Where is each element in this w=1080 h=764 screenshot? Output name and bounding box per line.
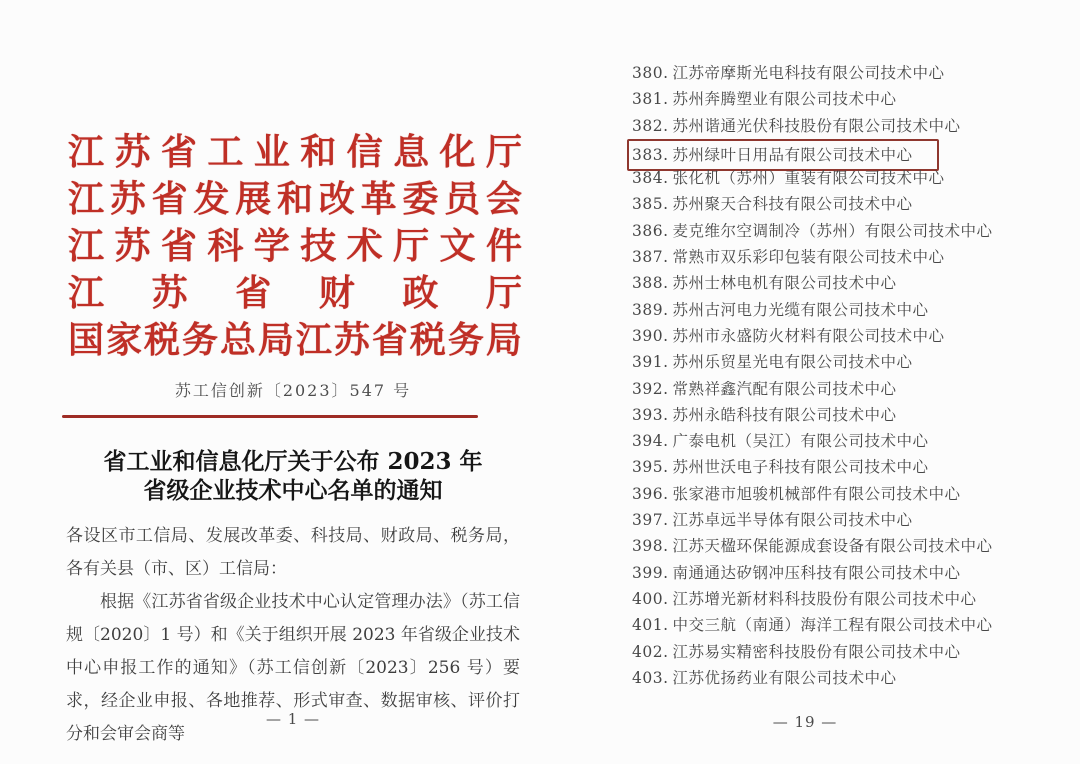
issuing-agencies-header bbox=[60, 126, 526, 361]
list-item-number: 380. bbox=[632, 64, 669, 82]
tech-center-list-item bbox=[632, 349, 1062, 375]
list-item-text bbox=[632, 533, 993, 559]
agency-header-char: 息 bbox=[393, 131, 430, 173]
list-item-number: 396. bbox=[632, 484, 669, 503]
list-item-number: 382. bbox=[632, 116, 669, 135]
agency-header-char: 江 bbox=[68, 272, 105, 314]
agency-header-char: 发 bbox=[193, 178, 230, 220]
list-item-company-name: 南通通达矽钢冲压科技有限公司技术中心 bbox=[672, 563, 961, 582]
list-item-text bbox=[632, 639, 961, 665]
list-item-company-name: 苏州乐贸星光电有限公司技术中心 bbox=[672, 353, 913, 372]
agency-header-char: 省 bbox=[160, 131, 197, 173]
list-item-text bbox=[632, 586, 977, 612]
list-item-text bbox=[632, 60, 945, 86]
list-item-number: 387. bbox=[632, 248, 669, 267]
agency-header-char: 国 bbox=[68, 319, 105, 361]
list-item-company-name: 江苏优扬药业有限公司技术中心 bbox=[672, 668, 897, 687]
tech-center-list-item bbox=[632, 639, 1062, 665]
tech-center-list-item bbox=[632, 665, 1062, 691]
agency-header-char: 改 bbox=[318, 178, 355, 220]
tech-center-list-item bbox=[632, 481, 1062, 507]
list-item-text bbox=[632, 297, 929, 323]
agency-header-char: 业 bbox=[253, 131, 290, 173]
document-title bbox=[60, 447, 526, 505]
list-item-text bbox=[632, 270, 897, 296]
agency-header-line bbox=[68, 220, 522, 267]
tech-center-list-item bbox=[632, 86, 1062, 112]
tech-center-list-item bbox=[632, 165, 1062, 191]
tech-center-list-item bbox=[632, 533, 1062, 559]
red-divider-line bbox=[62, 415, 478, 418]
agency-header-char: 税 bbox=[409, 319, 446, 361]
title-line-2: 省级企业技术中心名单的通知 bbox=[143, 477, 443, 504]
agency-header-char: 局 bbox=[485, 319, 522, 361]
list-item-company-name: 江苏帝摩斯光电科技有限公司技术中心 bbox=[672, 64, 945, 82]
right-page bbox=[632, 0, 1062, 764]
list-item-company-name: 苏州士林电机有限公司技术中心 bbox=[672, 274, 897, 293]
list-item-text bbox=[632, 86, 897, 112]
agency-header-char: 苏 bbox=[114, 225, 151, 267]
agency-header-char: 苏 bbox=[114, 131, 151, 173]
tech-center-list-item bbox=[632, 218, 1062, 244]
list-item-text bbox=[632, 323, 945, 349]
list-item-text bbox=[632, 376, 897, 402]
list-item-company-name: 苏州奔腾塑业有限公司技术中心 bbox=[672, 90, 897, 109]
list-item-company-name: 江苏增光新材料科技股份有限公司技术中心 bbox=[672, 589, 977, 608]
agency-header-line bbox=[68, 267, 522, 314]
tech-center-list bbox=[632, 60, 1062, 691]
list-item-number: 388. bbox=[632, 274, 669, 293]
agency-header-char: 件 bbox=[485, 225, 522, 267]
list-item-number: 395. bbox=[632, 458, 669, 477]
agency-header-char: 信 bbox=[346, 131, 383, 173]
agency-header-char: 省 bbox=[235, 272, 272, 314]
tech-center-list-item bbox=[632, 323, 1062, 349]
agency-header-char: 和 bbox=[276, 178, 313, 220]
list-item-text bbox=[632, 402, 897, 428]
agency-header-char: 省 bbox=[151, 178, 188, 220]
agency-header-char: 务 bbox=[181, 319, 218, 361]
agency-header-char: 江 bbox=[295, 319, 332, 361]
list-item-text bbox=[632, 454, 929, 480]
agency-header-char: 化 bbox=[439, 131, 476, 173]
left-page-number: — 1 — bbox=[265, 710, 321, 728]
agency-header-char: 学 bbox=[253, 225, 290, 267]
agency-header-char: 省 bbox=[160, 225, 197, 267]
list-item-number: 381. bbox=[632, 90, 669, 109]
agency-header-char: 和 bbox=[300, 131, 337, 173]
tech-center-list-item bbox=[632, 270, 1062, 296]
list-item-number: 397. bbox=[632, 511, 669, 530]
right-page-number: — 19 — bbox=[772, 713, 838, 731]
agency-header-char: 务 bbox=[447, 319, 484, 361]
tech-center-list-item bbox=[632, 60, 1062, 86]
agency-header-line bbox=[68, 126, 522, 173]
agency-header-char: 江 bbox=[68, 131, 105, 173]
agency-header-char: 厅 bbox=[485, 272, 522, 314]
tech-center-list-item bbox=[632, 402, 1062, 428]
body-paragraph-salutation: 各设区市工信局、发展改革委、科技局、财政局、税务局，各有关县（市、区）工信局： bbox=[66, 526, 520, 579]
document-number: 苏工信创新〔2023〕547 号 bbox=[174, 381, 412, 400]
tech-center-list-item bbox=[632, 376, 1062, 402]
list-item-number: 393. bbox=[632, 405, 669, 424]
list-item-number: 385. bbox=[632, 195, 669, 214]
agency-header-line bbox=[68, 314, 522, 361]
list-item-text bbox=[632, 665, 897, 691]
list-item-number: 386. bbox=[632, 221, 669, 240]
list-item-company-name: 苏州聚天合科技有限公司技术中心 bbox=[672, 195, 913, 214]
list-item-number: 383. bbox=[632, 145, 669, 164]
list-item-text bbox=[632, 191, 913, 217]
list-item-number: 402. bbox=[632, 642, 669, 661]
list-item-text bbox=[632, 507, 913, 533]
list-item-text bbox=[632, 481, 961, 507]
list-item-number: 384. bbox=[632, 169, 669, 188]
agency-header-char: 革 bbox=[360, 178, 397, 220]
agency-header-char: 委 bbox=[402, 178, 439, 220]
agency-header-char: 家 bbox=[105, 319, 142, 361]
tech-center-list-item bbox=[632, 454, 1062, 480]
list-item-company-name: 苏州谐通光伏科技股份有限公司技术中心 bbox=[672, 116, 961, 135]
list-item-number: 401. bbox=[632, 616, 669, 635]
agency-header-char: 术 bbox=[346, 225, 383, 267]
agency-header-char: 会 bbox=[485, 178, 522, 220]
list-item-number: 390. bbox=[632, 326, 669, 345]
list-item-company-name: 苏州绿叶日用品有限公司技术中心 bbox=[672, 145, 913, 164]
tech-center-list-item bbox=[632, 113, 1062, 139]
agency-header-char: 员 bbox=[444, 178, 481, 220]
list-item-company-name: 广泰电机（吴江）有限公司技术中心 bbox=[672, 432, 929, 451]
agency-header-char: 江 bbox=[68, 225, 105, 267]
tech-center-list-item bbox=[632, 560, 1062, 586]
list-item-company-name: 张化机（苏州）重装有限公司技术中心 bbox=[672, 169, 945, 188]
tech-center-list-item bbox=[632, 191, 1062, 217]
tech-center-list-item bbox=[632, 428, 1062, 454]
agency-header-char: 工 bbox=[207, 131, 244, 173]
list-item-number: 399. bbox=[632, 563, 669, 582]
list-item-company-name: 苏州世沃电子科技有限公司技术中心 bbox=[672, 458, 929, 477]
tech-center-list-item bbox=[632, 586, 1062, 612]
list-item-number: 394. bbox=[632, 432, 669, 451]
list-item-text bbox=[632, 165, 945, 191]
list-item-number: 400. bbox=[632, 589, 669, 608]
agency-header-char: 总 bbox=[219, 319, 256, 361]
agency-header-char: 苏 bbox=[333, 319, 370, 361]
list-item-company-name: 常熟祥鑫汽配有限公司技术中心 bbox=[672, 379, 897, 398]
list-item-company-name: 麦克维尔空调制冷（苏州）有限公司技术中心 bbox=[672, 221, 993, 240]
list-item-number: 389. bbox=[632, 300, 669, 319]
agency-header-char: 江 bbox=[68, 178, 105, 220]
list-item-company-name: 苏州古河电力光缆有限公司技术中心 bbox=[672, 300, 929, 319]
agency-header-char: 厅 bbox=[393, 225, 430, 267]
list-item-company-name: 张家港市旭骏机械部件有限公司技术中心 bbox=[672, 484, 961, 503]
tech-center-list-item bbox=[632, 139, 1062, 165]
list-item-company-name: 江苏天楹环保能源成套设备有限公司技术中心 bbox=[672, 537, 993, 556]
agency-header-char: 科 bbox=[207, 225, 244, 267]
tech-center-list-item bbox=[632, 244, 1062, 270]
list-item-text bbox=[632, 113, 961, 139]
list-item-text bbox=[632, 349, 913, 375]
agency-header-char: 税 bbox=[143, 319, 180, 361]
list-item-text bbox=[632, 612, 993, 638]
agency-header-char: 厅 bbox=[485, 131, 522, 173]
list-item-company-name: 苏州市永盛防火材料有限公司技术中心 bbox=[672, 326, 945, 345]
list-item-company-name: 江苏卓远半导体有限公司技术中心 bbox=[672, 511, 913, 530]
list-item-number: 403. bbox=[632, 668, 669, 687]
agency-header-char: 苏 bbox=[151, 272, 188, 314]
list-item-company-name: 苏州永皓科技有限公司技术中心 bbox=[672, 405, 897, 424]
tech-center-list-item bbox=[632, 507, 1062, 533]
left-page bbox=[60, 0, 526, 764]
list-item-number: 398. bbox=[632, 537, 669, 556]
agency-header-char: 技 bbox=[300, 225, 337, 267]
agency-header-char: 苏 bbox=[109, 178, 146, 220]
title-line-1: 省工业和信息化厅关于公布 2023 年 bbox=[103, 448, 483, 475]
agency-header-char: 展 bbox=[235, 178, 272, 220]
agency-header-char: 省 bbox=[371, 319, 408, 361]
list-item-number: 392. bbox=[632, 379, 669, 398]
agency-header-char: 文 bbox=[439, 225, 476, 267]
agency-header-char: 财 bbox=[318, 272, 355, 314]
list-item-company-name: 中交三航（南通）海洋工程有限公司技术中心 bbox=[672, 616, 993, 635]
list-item-number: 391. bbox=[632, 353, 669, 372]
list-item-company-name: 常熟市双乐彩印包装有限公司技术中心 bbox=[672, 248, 945, 267]
list-item-text bbox=[632, 560, 961, 586]
tech-center-list-item bbox=[632, 297, 1062, 323]
list-item-text bbox=[632, 218, 993, 244]
list-item-text bbox=[632, 244, 945, 270]
tech-center-list-item bbox=[632, 612, 1062, 638]
list-item-text bbox=[632, 428, 929, 454]
body-paragraph-main: 根据《江苏省省级企业技术中心认定管理办法》（苏工信规〔2020〕1 号）和《关于组织开展 2023 年省级企业技术中心申报工作的通知》（苏工信创新〔2023〕256 号）要求，经企业申报、各地推荐、形式审查、数据审核、评价打分和会审会商等 bbox=[66, 592, 520, 744]
agency-header-char: 局 bbox=[257, 319, 294, 361]
agency-header-char: 政 bbox=[402, 272, 439, 314]
list-item-company-name: 江苏易实精密科技股份有限公司技术中心 bbox=[672, 642, 961, 661]
agency-header-line bbox=[68, 173, 522, 220]
